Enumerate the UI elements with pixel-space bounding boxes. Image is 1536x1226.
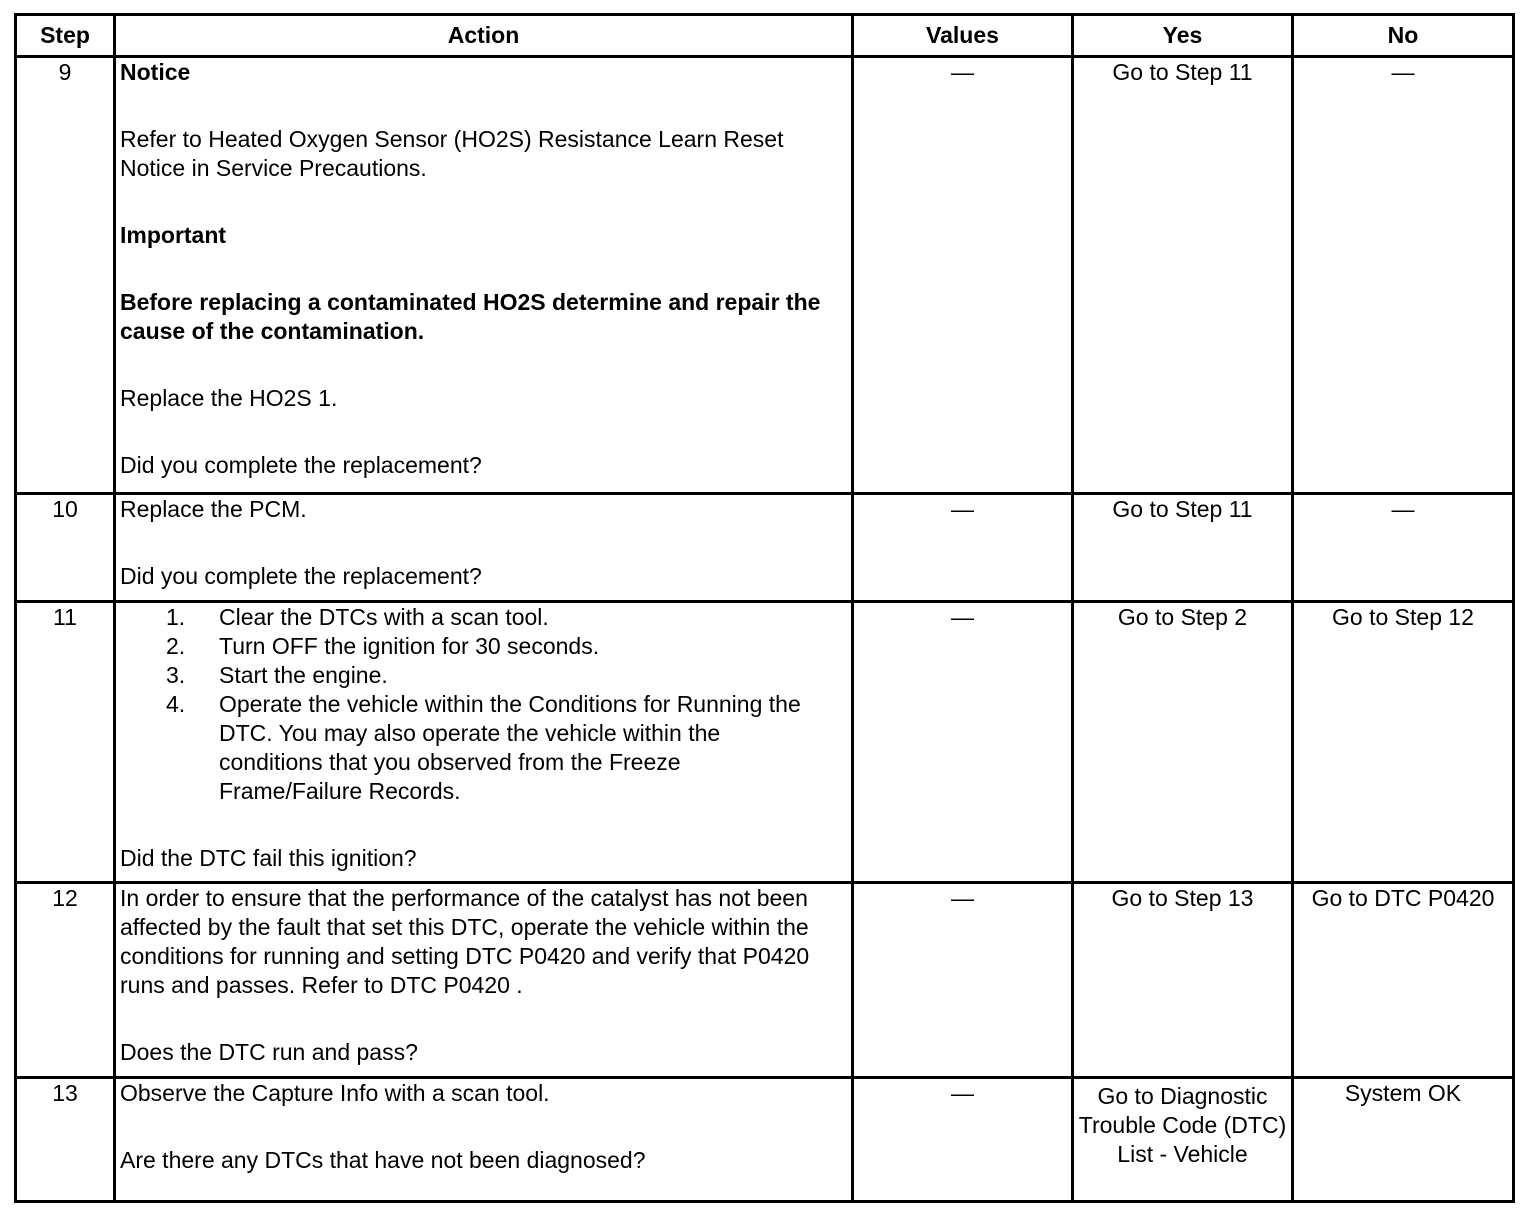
diagnostic-table: [14, 13, 1515, 1203]
header-values: Values: [854, 16, 1074, 58]
values-cell: —: [854, 603, 1074, 884]
step-number: 10: [17, 495, 116, 603]
header-action: Action: [116, 16, 854, 58]
table-row: [17, 603, 1515, 884]
values-cell: —: [854, 884, 1074, 1079]
action-cell: [116, 1079, 854, 1203]
instruction-text: Replace the HO2S 1.: [120, 385, 338, 411]
table-row: [17, 1079, 1515, 1203]
list-text: Turn OFF the ignition for 30 seconds.: [219, 633, 600, 659]
values-cell: —: [854, 1079, 1074, 1203]
values-cell: —: [854, 58, 1074, 495]
values-cell: —: [854, 495, 1074, 603]
no-link[interactable]: Go to DTC P0420: [1294, 884, 1515, 1079]
list-number: 4.: [166, 691, 186, 717]
step-number: 11: [17, 603, 116, 884]
question-text: Did you complete the replacement?: [120, 452, 482, 478]
notice-text: Refer to Heated Oxygen Sensor (HO2S) Resistance Learn Reset Notice in Service Precautions.: [120, 126, 784, 181]
list-item: [166, 661, 847, 690]
table-row: [17, 884, 1515, 1079]
table-row: [17, 495, 1515, 603]
list-text: Clear the DTCs with a scan tool.: [219, 604, 549, 630]
header-row: [17, 16, 1515, 58]
list-number: 3.: [166, 662, 186, 688]
list-text: Start the engine.: [219, 662, 388, 688]
action-cell: [116, 58, 854, 495]
yes-link[interactable]: Go to Step 11: [1074, 58, 1294, 495]
header-step: Step: [17, 16, 116, 58]
notice-title: Notice: [120, 59, 191, 85]
instruction-text: In order to ensure that the performance of the catalyst has not been affected by the fault that set this DTC, operate the vehicle within the conditions for running and setting DTC P0420 and verify that P0420 runs and passes. Refer to DTC P0420 .: [120, 885, 810, 998]
list-number: 1.: [166, 604, 186, 630]
no-cell: —: [1294, 58, 1515, 495]
list-item: [166, 690, 847, 806]
table-row: [17, 58, 1515, 495]
important-title: Important: [120, 222, 227, 248]
list-text: Operate the vehicle within the Conditions for Running the DTC. You may also operate the vehicle within the conditions that you observed from the Freeze Frame/Failure Records.: [219, 691, 801, 804]
header-yes: Yes: [1074, 16, 1294, 58]
list-number: 2.: [166, 633, 186, 659]
list-item: [166, 632, 847, 661]
question-text: Are there any DTCs that have not been diagnosed?: [120, 1147, 646, 1173]
yes-link[interactable]: Go to Step 11: [1074, 495, 1294, 603]
header-no: No: [1294, 16, 1515, 58]
step-number: 13: [17, 1079, 116, 1203]
yes-link[interactable]: Go to Step 13: [1074, 884, 1294, 1079]
action-cell: [116, 495, 854, 603]
instruction-text: Replace the PCM.: [120, 496, 307, 522]
question-text: Does the DTC run and pass?: [120, 1039, 418, 1065]
question-text: Did you complete the replacement?: [120, 563, 482, 589]
question-text: Did the DTC fail this ignition?: [120, 845, 417, 871]
no-cell: —: [1294, 495, 1515, 603]
yes-link[interactable]: Go to Diagnostic Trouble Code (DTC) List - Vehicle: [1074, 1079, 1294, 1203]
list-item: [166, 603, 847, 632]
procedure-list: [120, 603, 847, 806]
instruction-text: Observe the Capture Info with a scan tool.: [120, 1080, 550, 1106]
no-link[interactable]: Go to Step 12: [1294, 603, 1515, 884]
action-cell: [116, 603, 854, 884]
important-text: Before replacing a contaminated HO2S determine and repair the cause of the contamination.: [120, 289, 821, 344]
step-number: 9: [17, 58, 116, 495]
no-result: System OK: [1294, 1079, 1515, 1203]
action-cell: [116, 884, 854, 1079]
yes-link[interactable]: Go to Step 2: [1074, 603, 1294, 884]
step-number: 12: [17, 884, 116, 1079]
